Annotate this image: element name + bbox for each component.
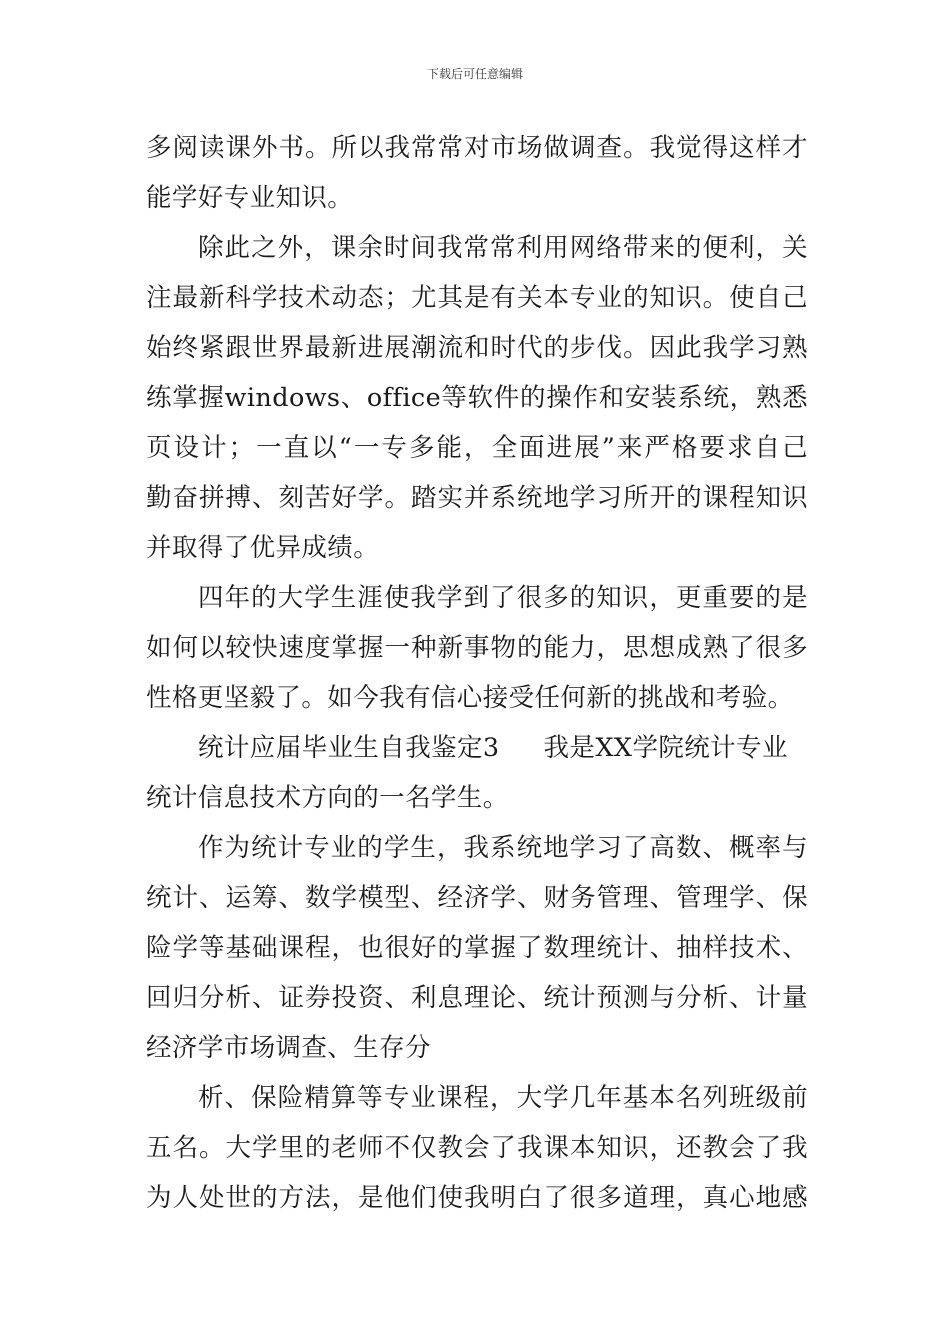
text-line: 回归分析、证券投资、利息理论、统计预测与分析、计量 bbox=[146, 983, 808, 1013]
text-line bbox=[146, 723, 808, 773]
text-line: 始终紧跟世界最新进展潮流和时代的步伐。因此我学习熟 bbox=[146, 333, 808, 363]
text-line: 析、保险精算等专业课程，大学几年基本名列班级前 bbox=[198, 1083, 808, 1113]
text-line: 统计信息技术方向的一名学生。 bbox=[146, 783, 509, 813]
text-segment: 我是XX学院统计专业 bbox=[543, 733, 788, 763]
paragraph-2 bbox=[146, 223, 808, 573]
paragraph-4 bbox=[146, 723, 808, 823]
text-line: 除此之外，课余时间我常常利用网络带来的便利，关 bbox=[198, 233, 808, 263]
text-line: 注最新科学技术动态；尤其是有关本专业的知识。使自己 bbox=[146, 283, 808, 313]
text-line: 练掌握windows、office等软件的操作和安装系统，熟悉 bbox=[146, 383, 808, 413]
section-heading: 统计应届毕业生自我鉴定3 bbox=[198, 733, 500, 763]
text-line: 勤奋拼搏、刻苦好学。踏实并系统地学习所开的课程知识 bbox=[146, 483, 808, 513]
text-line: 五名。大学里的老师不仅教会了我课本知识，还教会了我 bbox=[146, 1133, 808, 1163]
document-body bbox=[146, 123, 808, 1223]
text-line: 如何以较快速度掌握一种新事物的能力，思想成熟了很多 bbox=[146, 633, 808, 663]
paragraph-1 bbox=[146, 123, 808, 223]
text-line: 险学等基础课程，也很好的掌握了数理统计、抽样技术、 bbox=[146, 933, 808, 963]
paragraph-6 bbox=[146, 1073, 808, 1223]
paragraph-3 bbox=[146, 573, 808, 723]
text-line: 作为统计专业的学生，我系统地学习了高数、概率与 bbox=[198, 833, 808, 863]
text-line: 四年的大学生涯使我学到了很多的知识，更重要的是 bbox=[198, 583, 808, 613]
text-line: 性格更坚毅了。如今我有信心接受任何新的挑战和考验。 bbox=[146, 683, 794, 713]
text-line: 为人处世的方法，是他们使我明白了很多道理，真心地感 bbox=[146, 1183, 808, 1213]
text-line: 多阅读课外书。所以我常常对市场做调查。我觉得这样才 bbox=[146, 133, 808, 163]
page-header: 下载后可任意编辑 bbox=[426, 67, 523, 81]
text-line: 统计、运筹、数学模型、经济学、财务管理、管理学、保 bbox=[146, 883, 808, 913]
text-line: 页设计；一直以“一专多能，全面进展”来严格要求自己 bbox=[146, 433, 808, 463]
text-line: 能学好专业知识。 bbox=[146, 183, 354, 213]
paragraph-5 bbox=[146, 823, 808, 1073]
text-line: 并取得了优异成绩。 bbox=[146, 533, 380, 563]
text-line: 经济学市场调查、生存分 bbox=[146, 1033, 431, 1063]
